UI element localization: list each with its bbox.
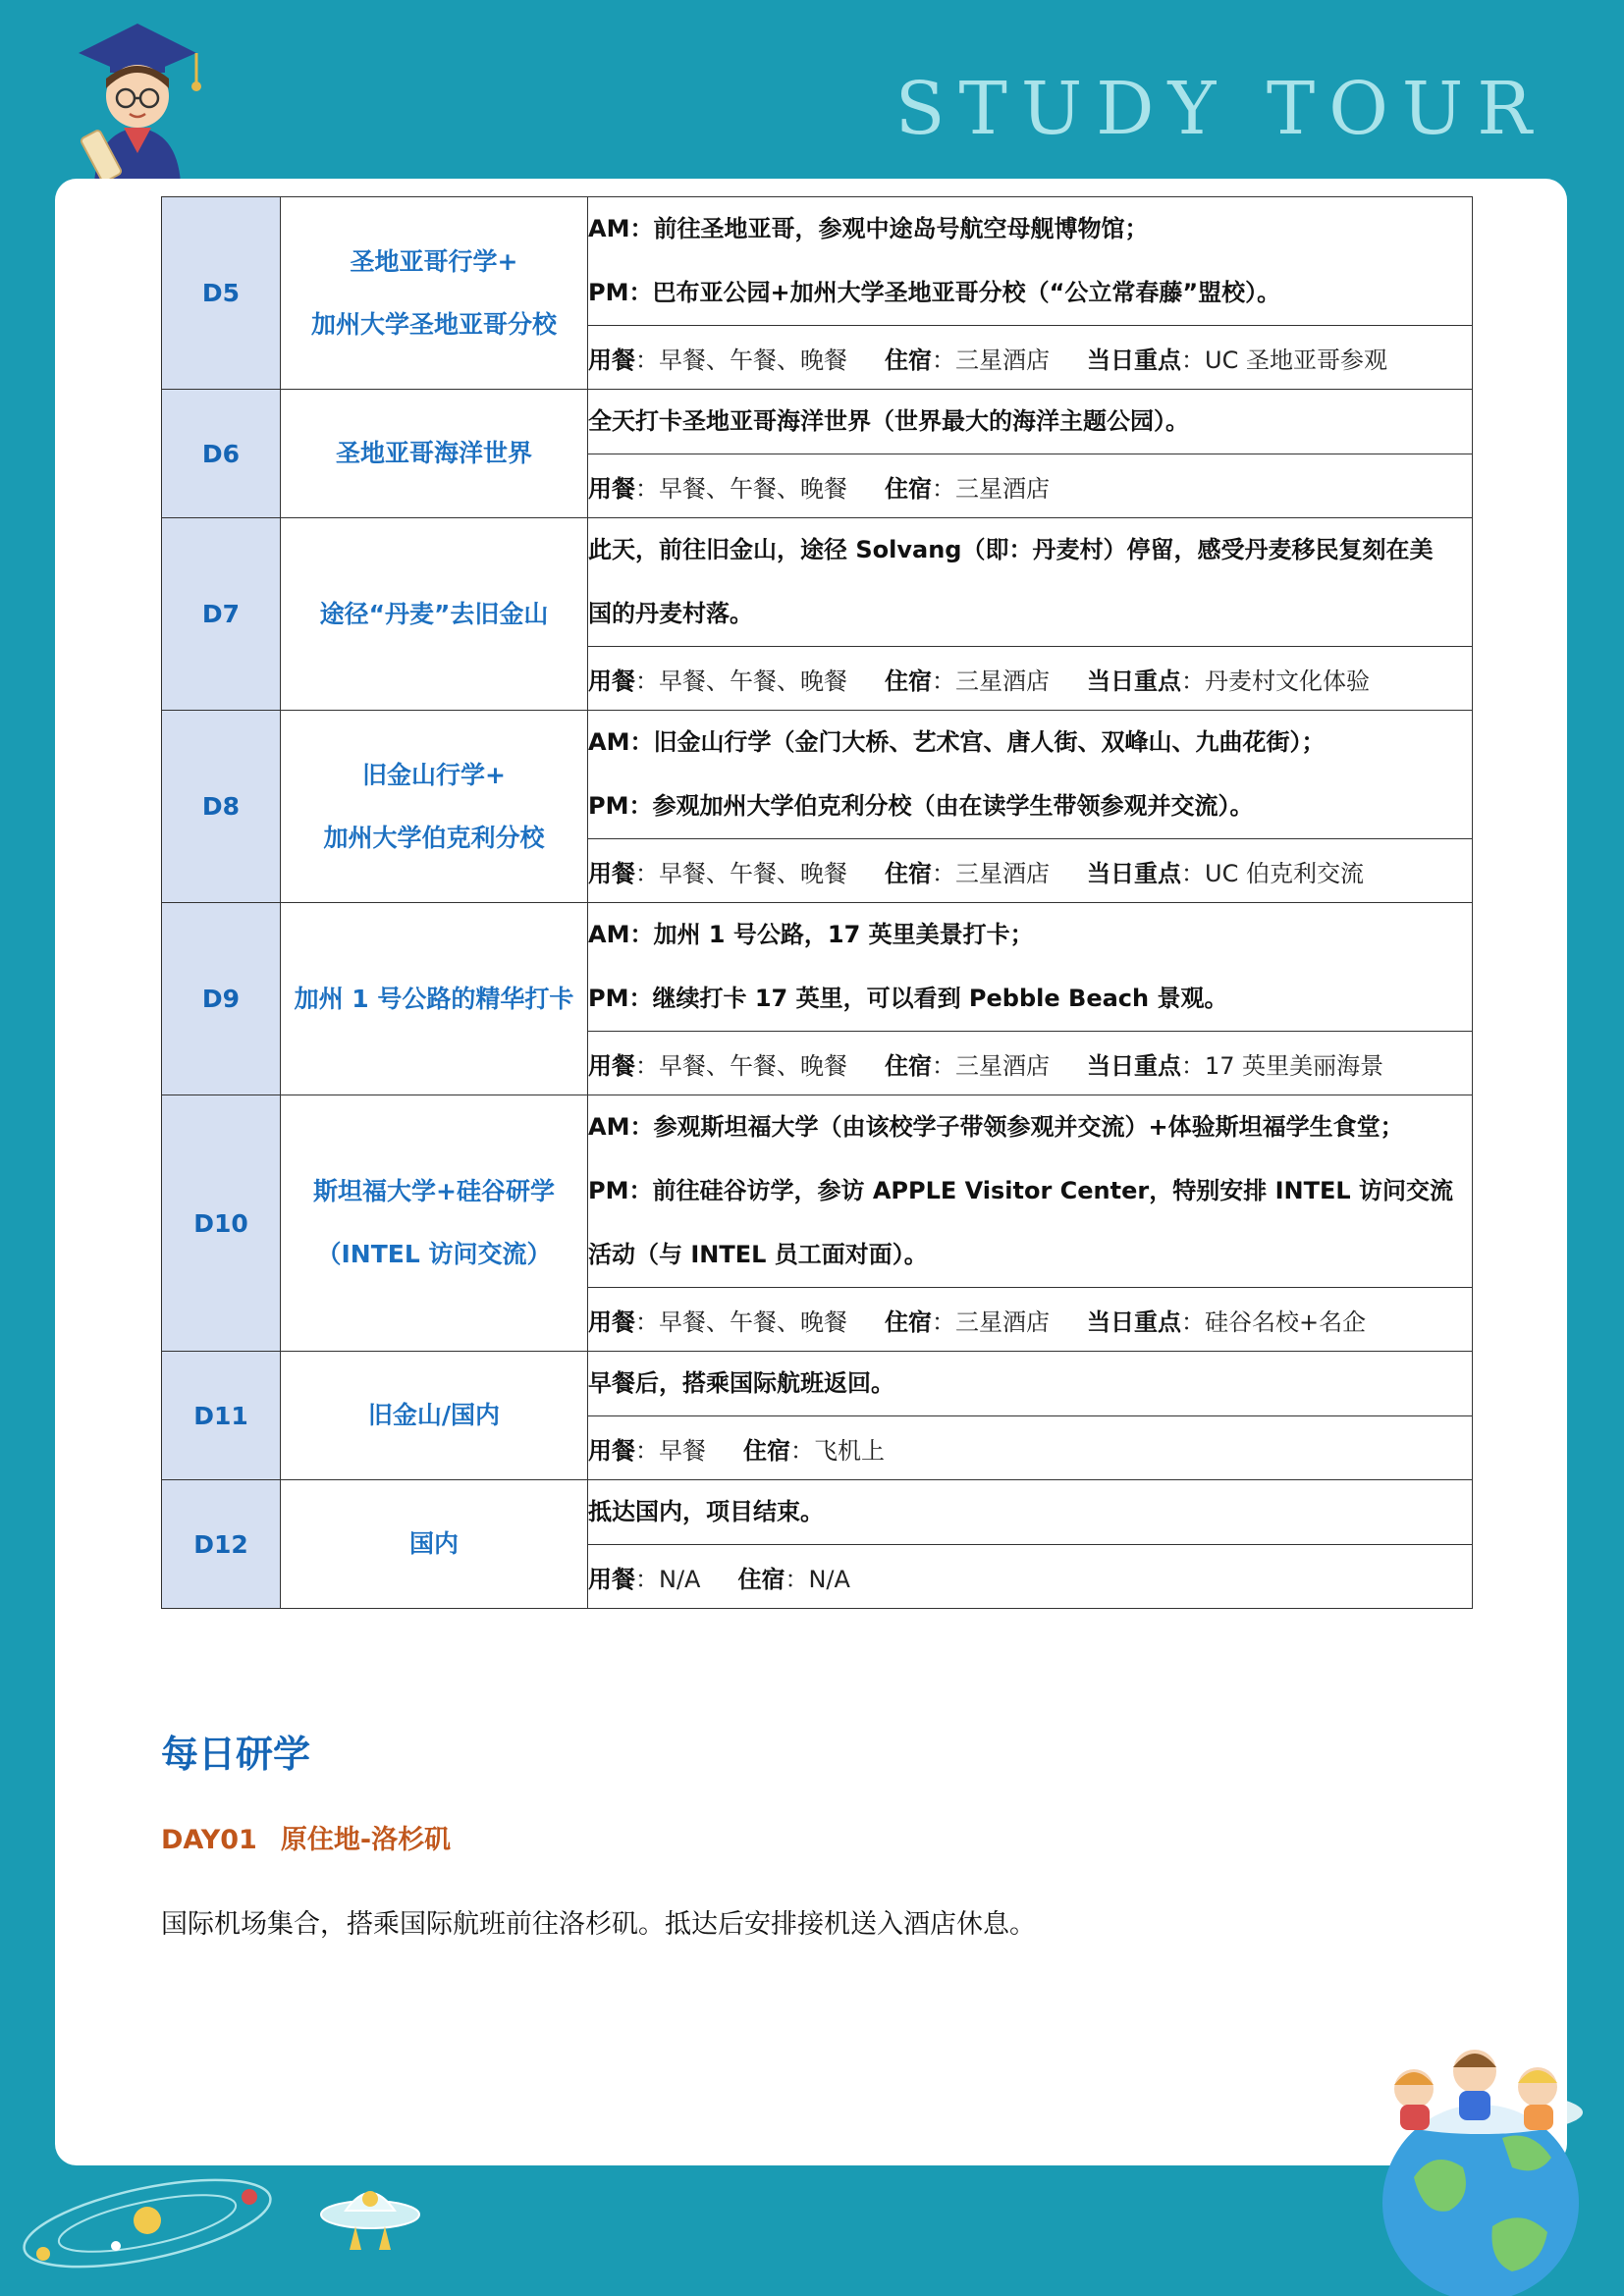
- focus-label: 当日重点: [1087, 667, 1181, 695]
- meals-label: 用餐: [588, 346, 635, 374]
- plan-line: PM：参观加州大学伯克利分校（由在读学生带领参观并交流）。: [588, 792, 1254, 820]
- meals-value: 早餐、午餐、晚餐: [659, 1308, 847, 1336]
- itinerary-row: [162, 711, 1473, 839]
- focus-value: UC 圣地亚哥参观: [1205, 346, 1387, 374]
- day-plan: [588, 1095, 1473, 1288]
- day-number: D11: [162, 1352, 281, 1480]
- meals-value: N/A: [659, 1565, 701, 1593]
- plan-line: 国的丹麦村落。: [588, 600, 753, 627]
- day-number: D6: [162, 390, 281, 518]
- content-card: [55, 179, 1567, 2165]
- meals-label: 用餐: [588, 1565, 635, 1593]
- day-title-line: 加州大学圣地亚哥分校: [310, 309, 557, 339]
- itinerary-row: [162, 1352, 1473, 1416]
- focus-label: 当日重点: [1087, 859, 1181, 887]
- day-title-cell: [281, 711, 588, 903]
- day-title-cell: [281, 197, 588, 390]
- day-title-line: 圣地亚哥海洋世界: [335, 439, 532, 467]
- hotel-label: 住宿: [885, 474, 932, 503]
- day-title-line: 旧金山行学+: [362, 760, 506, 789]
- day-info: 用餐：早餐、午餐、晚餐 住宿：三星酒店: [588, 454, 1473, 518]
- hotel-value: N/A: [808, 1565, 850, 1593]
- plan-line: PM：继续打卡 17 英里，可以看到 Pebble Beach 景观。: [588, 985, 1228, 1012]
- itinerary-row: [162, 1095, 1473, 1288]
- day-description: 国际机场集合，搭乘国际航班前往洛杉矶。抵达后安排接机送入酒店休息。: [161, 1909, 1036, 1940]
- plan-line: 此天，前往旧金山，途径 Solvang（即：丹麦村）停留，感受丹麦移民复刻在美: [588, 536, 1434, 563]
- plan-line: PM：前往硅谷访学，参访 APPLE Visitor Center，特别安排 INTEL 访问交流: [588, 1177, 1454, 1204]
- day-label: DAY01: [161, 1825, 257, 1855]
- day-title-line: 斯坦福大学+硅谷研学: [313, 1177, 555, 1205]
- day-info: 用餐：早餐、午餐、晚餐 住宿：三星酒店 当日重点：17 英里美丽海景: [588, 1032, 1473, 1095]
- meals-value: 早餐、午餐、晚餐: [659, 667, 847, 695]
- plan-line: AM：参观斯坦福大学（由该校学子带领参观并交流）+体验斯坦福学生食堂；: [588, 1113, 1404, 1141]
- day-info: 用餐：早餐、午餐、晚餐 住宿：三星酒店 当日重点：硅谷名校+名企: [588, 1288, 1473, 1352]
- day-title-cell: [281, 1352, 588, 1480]
- meals-label: 用餐: [588, 1308, 635, 1336]
- day-title: 原住地-洛杉矶: [280, 1825, 452, 1855]
- meals-label: 用餐: [588, 474, 635, 503]
- hotel-value: 三星酒店: [955, 859, 1050, 887]
- hotel-label: 住宿: [885, 346, 932, 374]
- meals-label: 用餐: [588, 1051, 635, 1080]
- day-title-line: 加州大学伯克利分校: [323, 823, 545, 852]
- day-title-cell: [281, 390, 588, 518]
- day-title-line: 国内: [408, 1529, 459, 1558]
- day-plan: [588, 390, 1473, 454]
- meals-label: 用餐: [588, 667, 635, 695]
- focus-label: 当日重点: [1087, 346, 1181, 374]
- hotel-label: 住宿: [885, 667, 932, 695]
- plan-line: AM：前往圣地亚哥，参观中途岛号航空母舰博物馆；: [588, 215, 1149, 242]
- day-plan: [588, 518, 1473, 647]
- itinerary-row: [162, 1480, 1473, 1545]
- hotel-label: 住宿: [743, 1436, 790, 1465]
- hotel-value: 飞机上: [814, 1436, 885, 1465]
- itinerary-row: [162, 390, 1473, 454]
- plan-line: AM：加州 1 号公路，17 英里美景打卡；: [588, 921, 1034, 948]
- hotel-label: 住宿: [737, 1565, 785, 1593]
- itinerary-row: [162, 197, 1473, 326]
- day-title-line: 加州 1 号公路的精华打卡: [294, 984, 574, 1013]
- plan-line: 全天打卡圣地亚哥海洋世界（世界最大的海洋主题公园）。: [588, 407, 1189, 435]
- itinerary-table: [161, 196, 1473, 1609]
- day-number: D12: [162, 1480, 281, 1609]
- day-info: 用餐：早餐、午餐、晚餐 住宿：三星酒店 当日重点：UC 伯克利交流: [588, 839, 1473, 903]
- section-heading: 每日研学: [161, 1733, 311, 1776]
- plan-line: 活动（与 INTEL 员工面对面）。: [588, 1241, 928, 1268]
- meals-value: 早餐、午餐、晚餐: [659, 1051, 847, 1080]
- focus-label: 当日重点: [1087, 1051, 1181, 1080]
- day-title-cell: [281, 518, 588, 711]
- meals-label: 用餐: [588, 1436, 635, 1465]
- header-title: STUDY TOUR: [894, 67, 1545, 151]
- day-info: 用餐：N/A 住宿：N/A: [588, 1545, 1473, 1609]
- plan-line: AM：旧金山行学（金门大桥、艺术宫、唐人街、双峰山、九曲花街）；: [588, 728, 1326, 756]
- day-plan: [588, 1480, 1473, 1545]
- plan-line: PM：巴布亚公园+加州大学圣地亚哥分校（“公立常春藤”盟校）。: [588, 279, 1281, 306]
- hotel-value: 三星酒店: [955, 1308, 1050, 1336]
- day-plan: [588, 1352, 1473, 1416]
- planet-orbit-icon: [10, 2160, 285, 2287]
- itinerary-row: [162, 518, 1473, 647]
- focus-value: UC 伯克利交流: [1205, 859, 1364, 887]
- day-title-cell: [281, 1095, 588, 1352]
- plan-line: 抵达国内，项目结束。: [588, 1498, 824, 1525]
- meals-value: 早餐、午餐、晚餐: [659, 346, 847, 374]
- day-info: 用餐：早餐 住宿：飞机上: [588, 1416, 1473, 1480]
- day-number: D9: [162, 903, 281, 1095]
- day-title-cell: [281, 903, 588, 1095]
- hotel-value: 三星酒店: [955, 1051, 1050, 1080]
- hotel-value: 三星酒店: [955, 667, 1050, 695]
- day-title-line: 旧金山/国内: [367, 1401, 501, 1429]
- day-plan: [588, 903, 1473, 1032]
- hotel-label: 住宿: [885, 1308, 932, 1336]
- day-number: D10: [162, 1095, 281, 1352]
- ufo-icon: [316, 2171, 424, 2260]
- day-title-line: 途径“丹麦”去旧金山: [319, 599, 549, 628]
- day-heading: [161, 1818, 451, 1856]
- day-title-line: （INTEL 访问交流）: [316, 1240, 552, 1268]
- day-plan: [588, 197, 1473, 326]
- day-number: D5: [162, 197, 281, 390]
- hotel-label: 住宿: [885, 859, 932, 887]
- day-title-cell: [281, 1480, 588, 1609]
- day-number: D7: [162, 518, 281, 711]
- hotel-label: 住宿: [885, 1051, 932, 1080]
- meals-value: 早餐、午餐、晚餐: [659, 474, 847, 503]
- focus-value: 丹麦村文化体验: [1205, 667, 1370, 695]
- focus-label: 当日重点: [1087, 1308, 1181, 1336]
- graduate-mascot-icon: [59, 6, 216, 183]
- day-plan: [588, 711, 1473, 839]
- focus-value: 硅谷名校+名企: [1205, 1308, 1367, 1336]
- day-info: 用餐：早餐、午餐、晚餐 住宿：三星酒店 当日重点：丹麦村文化体验: [588, 647, 1473, 711]
- plan-line: 早餐后，搭乘国际航班返回。: [588, 1369, 894, 1397]
- hotel-value: 三星酒店: [955, 346, 1050, 374]
- day-number: D8: [162, 711, 281, 903]
- day-info: 用餐：早餐、午餐、晚餐 住宿：三星酒店 当日重点：UC 圣地亚哥参观: [588, 326, 1473, 390]
- hotel-value: 三星酒店: [955, 474, 1050, 503]
- focus-value: 17 英里美丽海景: [1205, 1051, 1384, 1080]
- day-title-line: 圣地亚哥行学+: [350, 246, 518, 276]
- itinerary-row: [162, 903, 1473, 1032]
- meals-value: 早餐: [659, 1436, 706, 1465]
- globe-kids-icon: [1355, 2030, 1600, 2296]
- meals-value: 早餐、午餐、晚餐: [659, 859, 847, 887]
- meals-label: 用餐: [588, 859, 635, 887]
